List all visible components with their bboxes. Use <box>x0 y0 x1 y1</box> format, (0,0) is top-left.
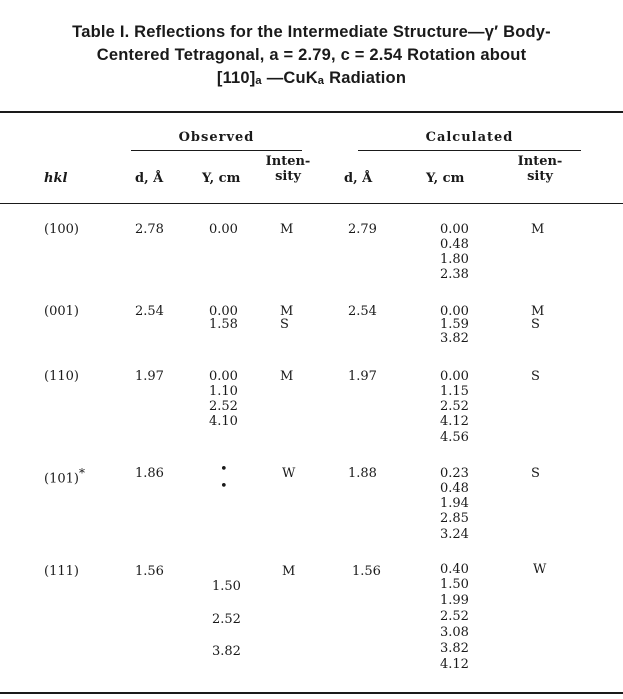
top-rule <box>0 111 623 113</box>
calculated-y-value: 1.50 <box>440 577 469 592</box>
observed-y-value: 1.10 <box>209 384 238 399</box>
calculated-y-value: 0.00 <box>440 222 469 237</box>
calculated-y-value: 2.52 <box>440 399 469 414</box>
caption-line-2: Centered Tetragonal, a = 2.79, c = 2.54 Rotation about <box>96 46 527 64</box>
observed-intensity-value: W <box>282 466 296 481</box>
caption-line-1: Table I. Reflections for the Intermediate Structure—γ′ Body- <box>72 23 551 41</box>
hkl-cell: (110) <box>44 369 79 384</box>
observed-y-value: 0.00 <box>209 222 238 237</box>
observed-y-value: 3.82 <box>212 644 241 659</box>
hkl-value: (101) <box>44 471 79 487</box>
observed-y-value: 4.10 <box>209 414 238 429</box>
calculated-d-cell: 1.97 <box>348 369 377 384</box>
calculated-y-value: 1.59 <box>440 317 469 332</box>
observed-y-value: 2.52 <box>212 612 241 627</box>
observed-intensity-header-line1: Inten- <box>265 154 311 169</box>
header-rule <box>0 203 623 204</box>
calculated-intensity-value: M <box>531 304 545 319</box>
hkl-cell: (111) <box>44 564 79 579</box>
observed-d-cell: 1.86 <box>135 466 164 481</box>
observed-y-dot: • <box>220 462 228 477</box>
calculated-group-header: Calculated <box>425 130 514 145</box>
observed-y-value: 1.58 <box>209 317 238 332</box>
observed-y-dot: • <box>220 479 228 494</box>
calculated-y-value: 3.24 <box>440 527 469 542</box>
observed-y-header: Y, cm <box>202 171 241 186</box>
observed-y-value: 2.52 <box>209 399 238 414</box>
observed-d-cell: 2.78 <box>135 222 164 237</box>
table-caption <box>0 21 623 90</box>
calculated-d-cell: 2.54 <box>348 304 377 319</box>
observed-intensity-value: M <box>282 564 296 579</box>
calculated-y-value: 2.52 <box>440 609 469 624</box>
observed-intensity-value: M <box>280 222 294 237</box>
observed-d-cell: 1.97 <box>135 369 164 384</box>
observed-y-value: 0.00 <box>209 369 238 384</box>
observed-group-header: Observed <box>178 130 255 145</box>
observed-d-cell: 1.56 <box>135 564 164 579</box>
calculated-y-value: 1.15 <box>440 384 469 399</box>
calculated-y-value: 0.48 <box>440 237 469 252</box>
observed-span-rule <box>131 150 302 151</box>
observed-intensity-header-line2: sity <box>275 169 301 184</box>
calculated-intensity-value: M <box>531 222 545 237</box>
observed-y-value: 1.50 <box>212 579 241 594</box>
caption-line-3: [110]ₐ —CuKₐ Radiation <box>216 69 407 87</box>
calculated-intensity-value: S <box>531 317 540 332</box>
calculated-y-value: 1.99 <box>440 593 469 608</box>
calculated-intensity-header-line2: sity <box>527 169 553 184</box>
calculated-y-value: 0.00 <box>440 304 469 319</box>
calculated-y-value: 1.80 <box>440 252 469 267</box>
hkl-cell <box>44 467 85 485</box>
calculated-y-value: 0.48 <box>440 481 469 496</box>
calculated-y-value: 4.12 <box>440 657 469 672</box>
calculated-y-value: 0.40 <box>440 562 469 577</box>
calculated-y-value: 3.08 <box>440 625 469 640</box>
calculated-y-value: 0.23 <box>440 466 469 481</box>
observed-intensity-value: S <box>280 317 289 332</box>
observed-y-value: 0.00 <box>209 304 238 319</box>
bottom-rule <box>0 692 623 694</box>
calculated-intensity-header-line1: Inten- <box>517 154 563 169</box>
observed-intensity-value: M <box>280 369 294 384</box>
hkl-cell: (001) <box>44 304 79 319</box>
calculated-y-header: Y, cm <box>426 171 465 186</box>
calculated-d-cell: 1.56 <box>352 564 381 579</box>
hkl-column-header: hkl <box>44 171 68 186</box>
calculated-d-header: d, Å <box>344 171 373 186</box>
calculated-d-cell: 2.79 <box>348 222 377 237</box>
observed-d-header: d, Å <box>135 171 164 186</box>
hkl-cell: (100) <box>44 222 79 237</box>
calculated-intensity-value: S <box>531 369 540 384</box>
calculated-y-value: 1.94 <box>440 496 469 511</box>
calculated-y-value: 4.56 <box>440 430 469 445</box>
calculated-span-rule <box>358 150 581 151</box>
calculated-y-value: 0.00 <box>440 369 469 384</box>
footnote-marker: * <box>78 466 85 480</box>
calculated-y-value: 4.12 <box>440 414 469 429</box>
observed-intensity-value: M <box>280 304 294 319</box>
calculated-intensity-value: W <box>533 562 547 577</box>
observed-d-cell: 2.54 <box>135 304 164 319</box>
calculated-y-value: 2.85 <box>440 511 469 526</box>
calculated-y-value: 2.38 <box>440 267 469 282</box>
calculated-y-value: 3.82 <box>440 641 469 656</box>
calculated-intensity-value: S <box>531 466 540 481</box>
calculated-d-cell: 1.88 <box>348 466 377 481</box>
calculated-y-value: 3.82 <box>440 331 469 346</box>
